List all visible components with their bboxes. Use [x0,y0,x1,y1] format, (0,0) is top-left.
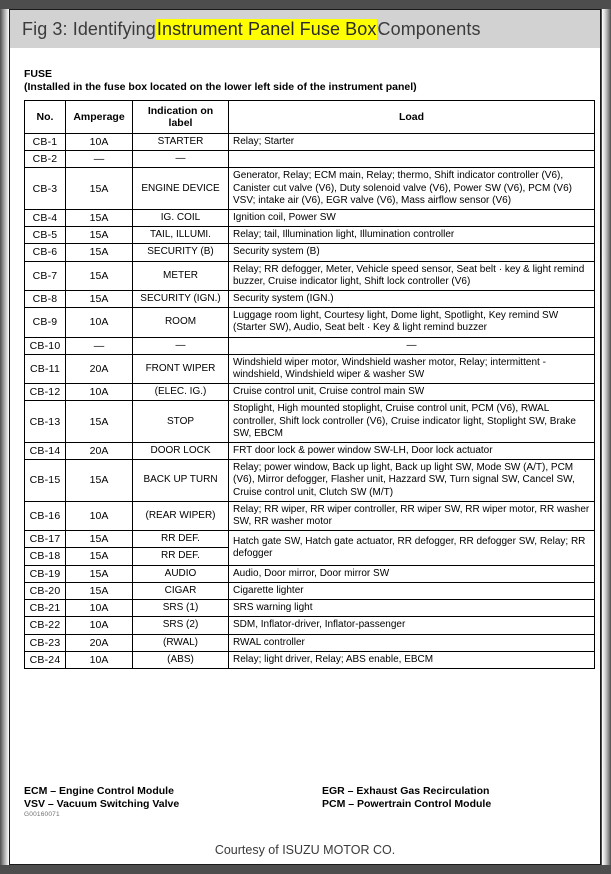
legend-item: PCM – Powertrain Control Module [322,797,492,810]
table-row [25,308,595,337]
cell-indication: (ABS) [133,651,229,668]
cell-amperage: 20A [66,443,133,460]
cell-indication: RR DEF. [133,548,229,565]
table-row [25,337,595,354]
cell-load: Stoplight, High mounted stoplight, Cruise control unit, PCM (V6), RWAL controller, Shift lock controller (V6), Cruise indicator light, Stoplight SW, Brake SW, EBCM [229,401,595,443]
cell-amperage: 15A [66,565,133,582]
cell-indication: TAIL, ILLUMI. [133,227,229,244]
cell-load: — [229,337,595,354]
cell-amperage: — [66,151,133,168]
cell-amperage: 15A [66,168,133,210]
cell-fuse-no: CB-1 [25,134,66,151]
cell-fuse-no: CB-15 [25,460,66,502]
cell-indication: (REAR WIPER) [133,501,229,530]
cell-fuse-no: CB-12 [25,384,66,401]
table-row [25,134,595,151]
cell-fuse-no: CB-9 [25,308,66,337]
legend-item: EGR – Exhaust Gas Recirculation [322,785,490,797]
courtesy-credit: Courtesy of ISUZU MOTOR CO. [214,843,396,857]
fuse-table [24,100,595,669]
cell-load: Relay; light driver, Relay; ABS enable, EBCM [229,651,595,668]
cell-indication: STARTER [133,134,229,151]
column-header-load: Load [229,101,595,134]
cell-indication: AUDIO [133,565,229,582]
cell-amperage: 15A [66,227,133,244]
table-row [25,210,595,227]
cell-load: Audio, Door mirror, Door mirror SW [229,565,595,582]
cell-amperage: 10A [66,651,133,668]
cell-amperage: 20A [66,634,133,651]
cell-indication: SRS (2) [133,617,229,634]
caption-line-1: FUSE [24,68,53,80]
fuse-table-body [25,134,595,669]
cell-load: Cruise control unit, Cruise control main SW [229,384,595,401]
abbreviation-legend [24,785,604,810]
table-row [25,651,595,668]
table-row [25,261,595,290]
cell-load: Cigarette lighter [229,582,595,599]
cell-fuse-no: CB-20 [25,582,66,599]
cell-fuse-no: CB-8 [25,291,66,308]
column-header-no: No. [25,101,66,134]
column-header-amperage: Amperage [66,101,133,134]
fuse-table-head [25,101,595,134]
cell-amperage: 10A [66,134,133,151]
cell-indication: BACK UP TURN [133,460,229,502]
cell-fuse-no: CB-22 [25,617,66,634]
table-row [25,354,595,383]
cell-fuse-no: CB-13 [25,401,66,443]
cell-fuse-no: CB-17 [25,531,66,548]
cell-load: Relay; RR defogger, Meter, Vehicle speed sensor, Seat belt · key & light remind buzzer, Cruise indicator light, Shift lock controller (V6) [229,261,595,290]
cell-load: Relay; Starter [229,134,595,151]
cell-indication: SECURITY (IGN.) [133,291,229,308]
cell-amperage: 15A [66,401,133,443]
cell-fuse-no: CB-10 [25,337,66,354]
cell-fuse-no: CB-19 [25,565,66,582]
table-row [25,501,595,530]
cell-fuse-no: CB-24 [25,651,66,668]
cell-indication: RR DEF. [133,531,229,548]
cell-load: RWAL controller [229,634,595,651]
figure-reference-code: G00160071 [24,811,60,818]
cell-amperage: 15A [66,261,133,290]
cell-indication: METER [133,261,229,290]
legend-item: ECM – Engine Control Module [24,785,174,797]
cell-indication: — [133,151,229,168]
cell-load: Hatch gate SW, Hatch gate actuator, RR defogger, RR defogger SW, Relay; RR defogger [229,531,595,565]
cell-indication: ROOM [133,308,229,337]
caption-line-2: (Installed in the fuse box located on the lower left side of the instrument panel) [24,80,417,93]
table-row [25,291,595,308]
table-row [25,244,595,261]
cell-load: Relay; power window, Back up light, Back up light SW, Mode SW (A/T), PCM (V6), Mirror defogger, Flasher unit, Hazzard SW, Turn signal SW, Cancel SW, Cruise control unit, Clutch SW (M/T) [229,460,595,502]
window-bottom-bar [0,865,611,874]
cell-fuse-no: CB-16 [25,501,66,530]
document-page [9,9,601,865]
cell-fuse-no: CB-5 [25,227,66,244]
cell-amperage: 10A [66,617,133,634]
cell-load: Generator, Relay; ECM main, Relay; thermo, Shift indicator controller (V6), Canister cut valve (V6), Duty solenoid valve (V6), Power SW (V6), PCM (V6) VSV; intake air (V6), EGR valve (V6), Mass airflow sensor (V6) [229,168,595,210]
cell-amperage: 15A [66,244,133,261]
cell-amperage: 15A [66,531,133,548]
cell-amperage: 10A [66,384,133,401]
cell-indication: IG. COIL [133,210,229,227]
cell-indication: SRS (1) [133,600,229,617]
cell-amperage: 15A [66,548,133,565]
cell-fuse-no: CB-11 [25,354,66,383]
window-top-bar [0,0,611,9]
cell-load: FRT door lock & power window SW-LH, Door lock actuator [229,443,595,460]
table-row [25,565,595,582]
cell-fuse-no: CB-4 [25,210,66,227]
cell-load: Security system (B) [229,244,595,261]
figure-title-highlight: Instrument Panel Fuse Box [156,18,377,39]
cell-amperage: — [66,337,133,354]
table-caption [24,68,604,93]
cell-indication: (RWAL) [133,634,229,651]
table-row [25,151,595,168]
page-left-shadow [0,9,9,865]
table-row [25,168,595,210]
table-row [25,617,595,634]
cell-amperage: 10A [66,600,133,617]
cell-indication: FRONT WIPER [133,354,229,383]
cell-amperage: 20A [66,354,133,383]
table-row [25,384,595,401]
cell-load: Luggage room light, Courtesy light, Dome light, Spotlight, Key remind SW (Starter SW), Audio, Seat belt · Key & light remind buzzer [229,308,595,337]
cell-amperage: 15A [66,291,133,308]
cell-indication: STOP [133,401,229,443]
table-row [25,531,595,548]
cell-amperage: 10A [66,501,133,530]
cell-indication: SECURITY (B) [133,244,229,261]
cell-indication: CIGAR [133,582,229,599]
cell-load: Security system (IGN.) [229,291,595,308]
table-row [25,460,595,502]
cell-fuse-no: CB-18 [25,548,66,565]
cell-load: Relay; RR wiper, RR wiper controller, RR wiper SW, RR wiper motor, RR washer SW, RR washer motor [229,501,595,530]
cell-indication: — [133,337,229,354]
cell-amperage: 15A [66,582,133,599]
cell-load: SRS warning light [229,600,595,617]
figure-title-prefix: Fig 3: Identifying [22,18,156,39]
table-row [25,401,595,443]
table-row [25,443,595,460]
figure-title-suffix: Components [377,18,481,39]
legend-column-right [306,785,604,810]
cell-load: Windshield wiper motor, Windshield washer motor, Relay; intermittent - windshield, Windshield wiper & washer SW [229,354,595,383]
cell-indication: DOOR LOCK [133,443,229,460]
table-row [25,582,595,599]
cell-indication: (ELEC. IG.) [133,384,229,401]
table-row [25,600,595,617]
legend-item: VSV – Vacuum Switching Valve [24,797,180,810]
page-right-shadow [602,9,611,865]
cell-load: Relay; tail, Illumination light, Illumination controller [229,227,595,244]
cell-fuse-no: CB-6 [25,244,66,261]
cell-amperage: 10A [66,308,133,337]
column-header-indication: Indication on label [133,101,229,134]
cell-amperage: 15A [66,460,133,502]
cell-fuse-no: CB-3 [25,168,66,210]
table-row [25,227,595,244]
legend-column-left [24,785,306,810]
cell-load: Ignition coil, Power SW [229,210,595,227]
cell-amperage: 15A [66,210,133,227]
cell-load [229,151,595,168]
cell-fuse-no: CB-7 [25,261,66,290]
cell-load: SDM, Inflator-driver, Inflator-passenger [229,617,595,634]
cell-fuse-no: CB-2 [25,151,66,168]
figure-title [10,10,600,48]
cell-fuse-no: CB-14 [25,443,66,460]
table-header-row [25,101,595,134]
cell-fuse-no: CB-23 [25,634,66,651]
cell-indication: ENGINE DEVICE [133,168,229,210]
cell-fuse-no: CB-21 [25,600,66,617]
table-row [25,634,595,651]
